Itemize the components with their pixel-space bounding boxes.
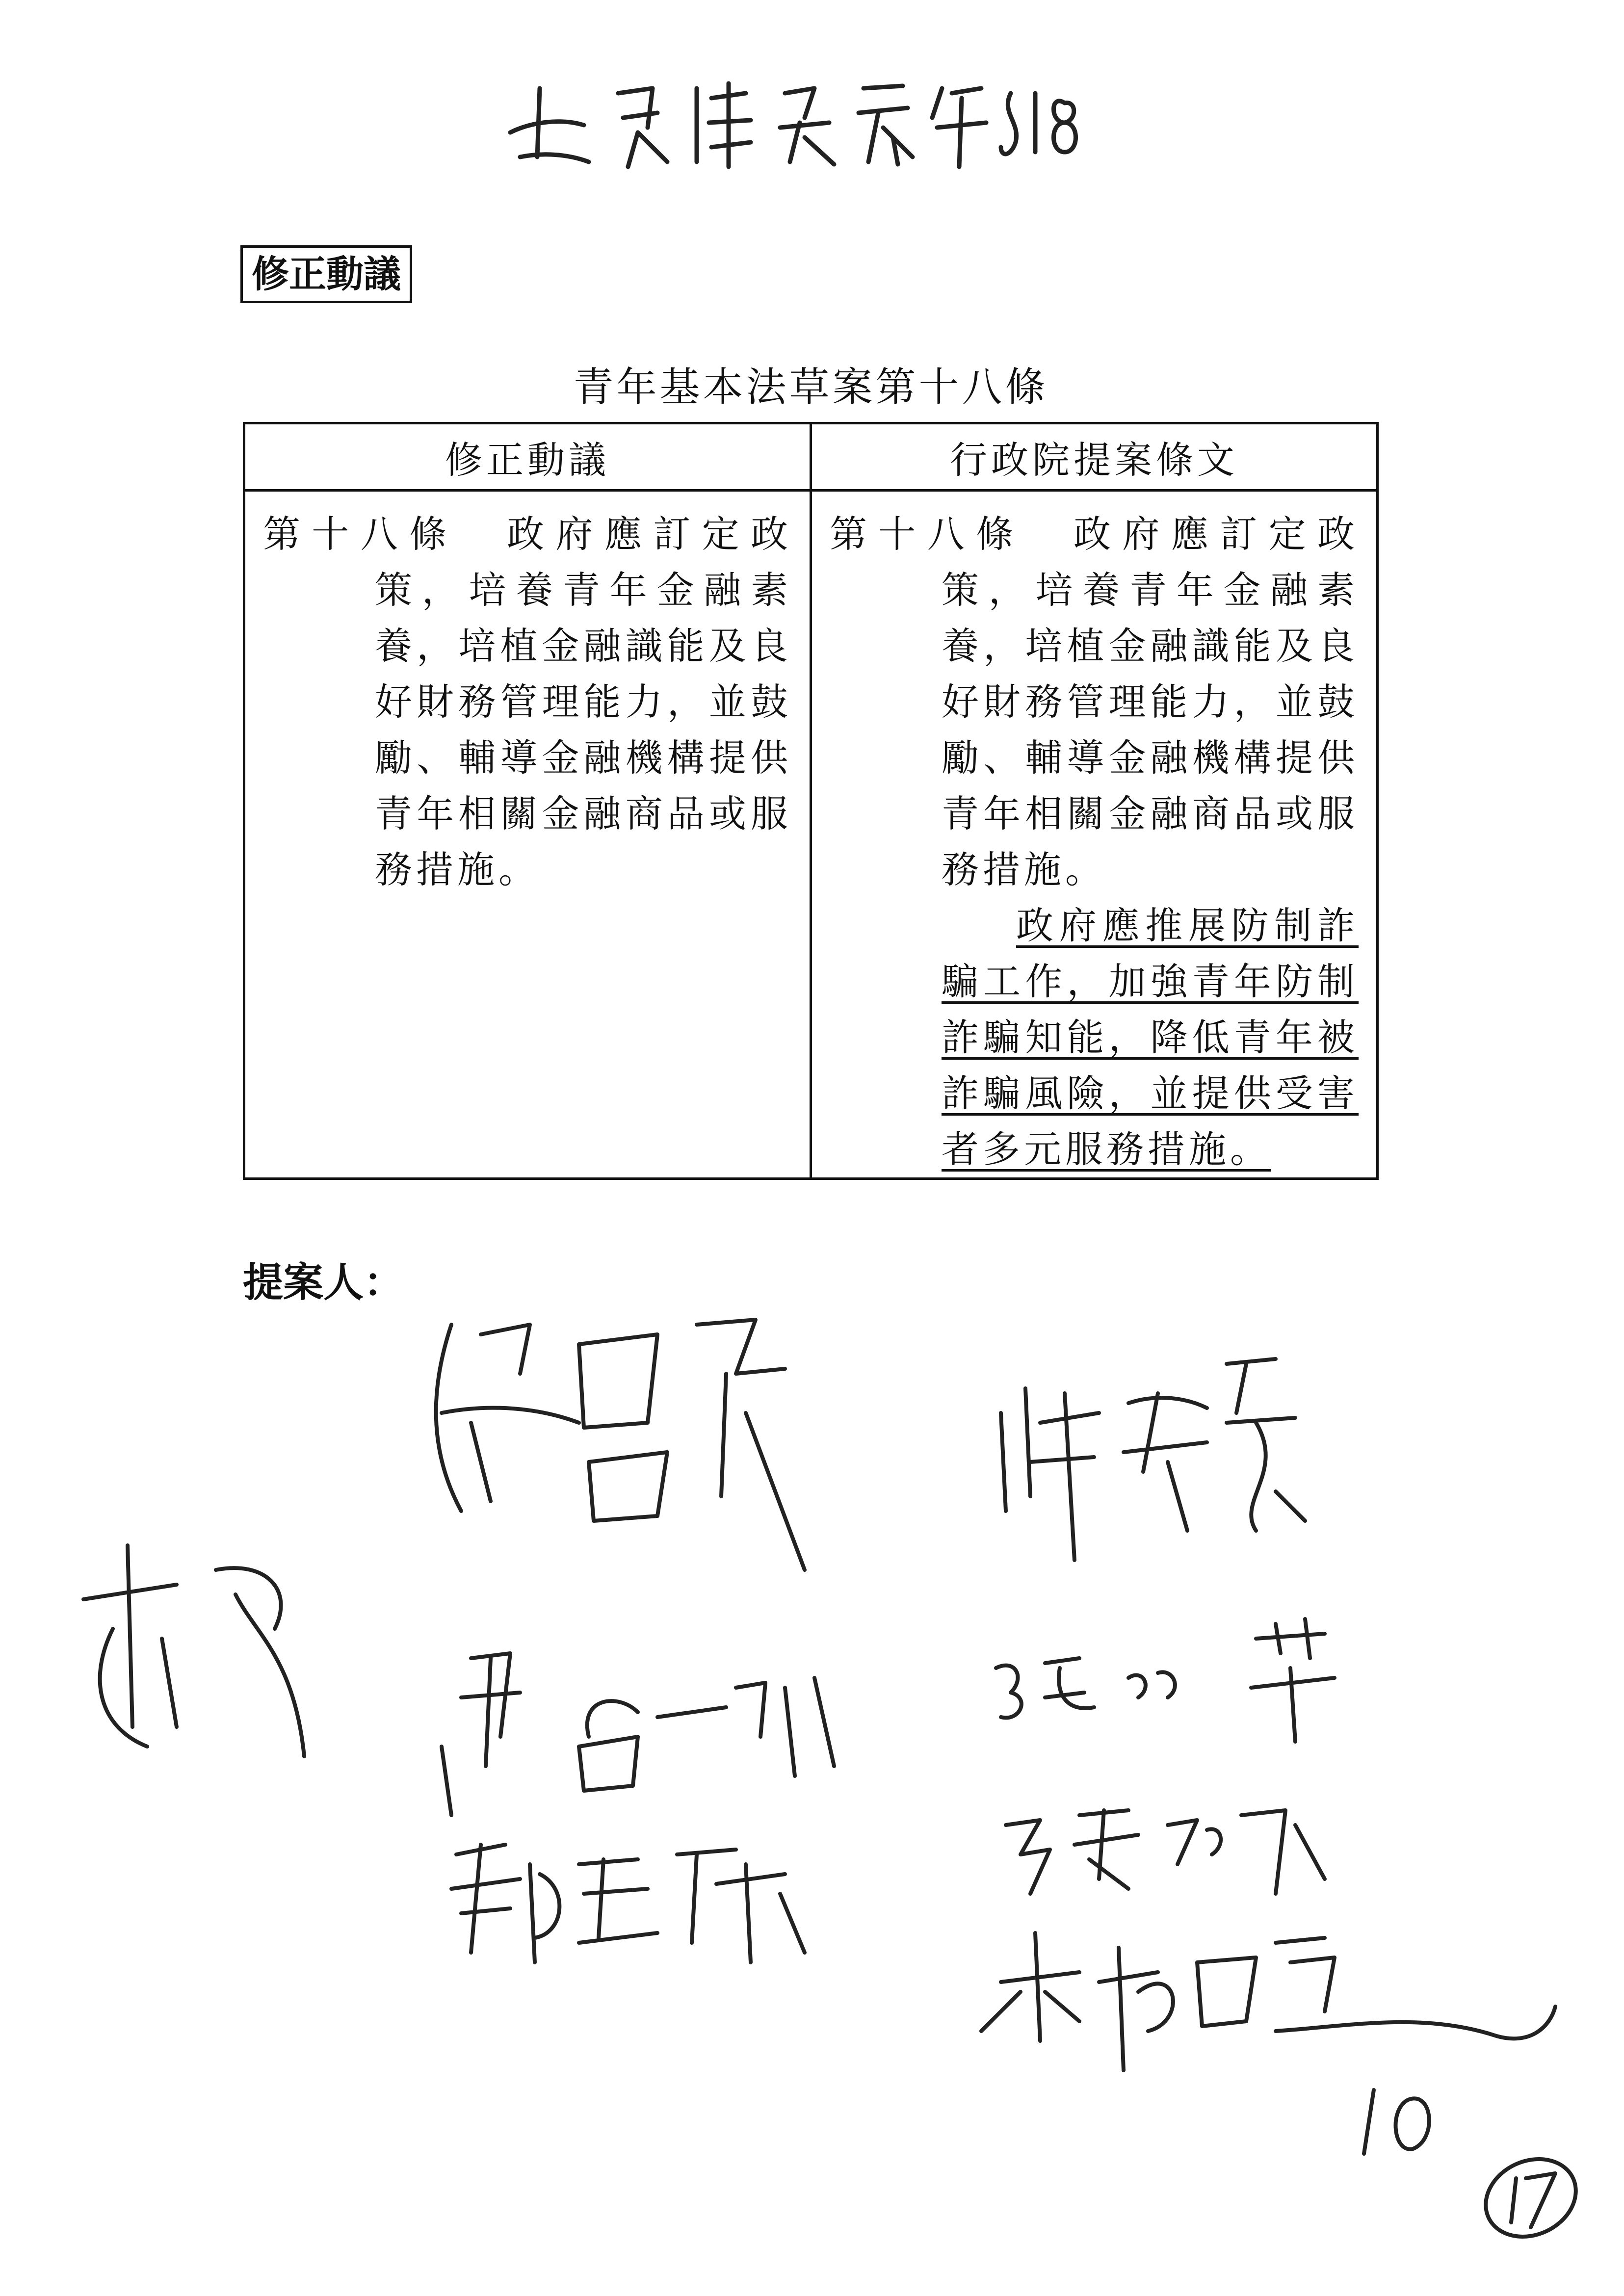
motion-tag: 修正動議 <box>240 245 412 303</box>
signature-5 <box>451 1845 805 1962</box>
signature-2 <box>1001 1359 1305 1560</box>
signature-6 <box>996 1619 1335 1742</box>
signature-8 <box>981 1933 1555 2070</box>
motion-clause-text: 第十八條 政府應訂定政策，培養青年金融素養，培植金融識能及良好財務管理能力，並鼓勵、輔導金融機構提供青年相關金融商品或服務措施。 <box>263 512 792 891</box>
handwritten-header-note <box>491 59 1128 177</box>
proposer-label: 提案人： <box>243 1259 404 1306</box>
signatures-area <box>0 1276 1624 2296</box>
table-title: 青年基本法草案第十八條 <box>573 364 1048 411</box>
motion-cell <box>244 491 811 1179</box>
table-row <box>244 491 1378 1179</box>
comparison-table <box>243 422 1379 1180</box>
executive-added-paragraph <box>830 898 1359 1177</box>
signature-3 <box>83 1545 304 1756</box>
executive-cell <box>811 491 1378 1179</box>
signature-4 <box>442 1653 834 1815</box>
header-executive: 行政院提案條文 <box>811 423 1378 491</box>
circled-page-number <box>1473 2145 1589 2251</box>
added-paragraph-underlined-text: 政府應推展防制詐騙工作，加強青年防制詐騙知能，降低青年被詐騙風險，並提供受害者多元服務措施。 <box>942 904 1359 1171</box>
handwritten-count <box>1364 2090 1429 2154</box>
signature-7 <box>1006 1810 1325 1894</box>
table-header-row <box>244 423 1378 491</box>
signature-1 <box>436 1320 805 1570</box>
header-motion: 修正動議 <box>244 423 811 491</box>
executive-clause-text: 第十八條 政府應訂定政策，培養青年金融素養，培植金融識能及良好財務管理能力，並鼓勵、輔導金融機構提供青年相關金融商品或服務措施。 <box>830 512 1359 891</box>
